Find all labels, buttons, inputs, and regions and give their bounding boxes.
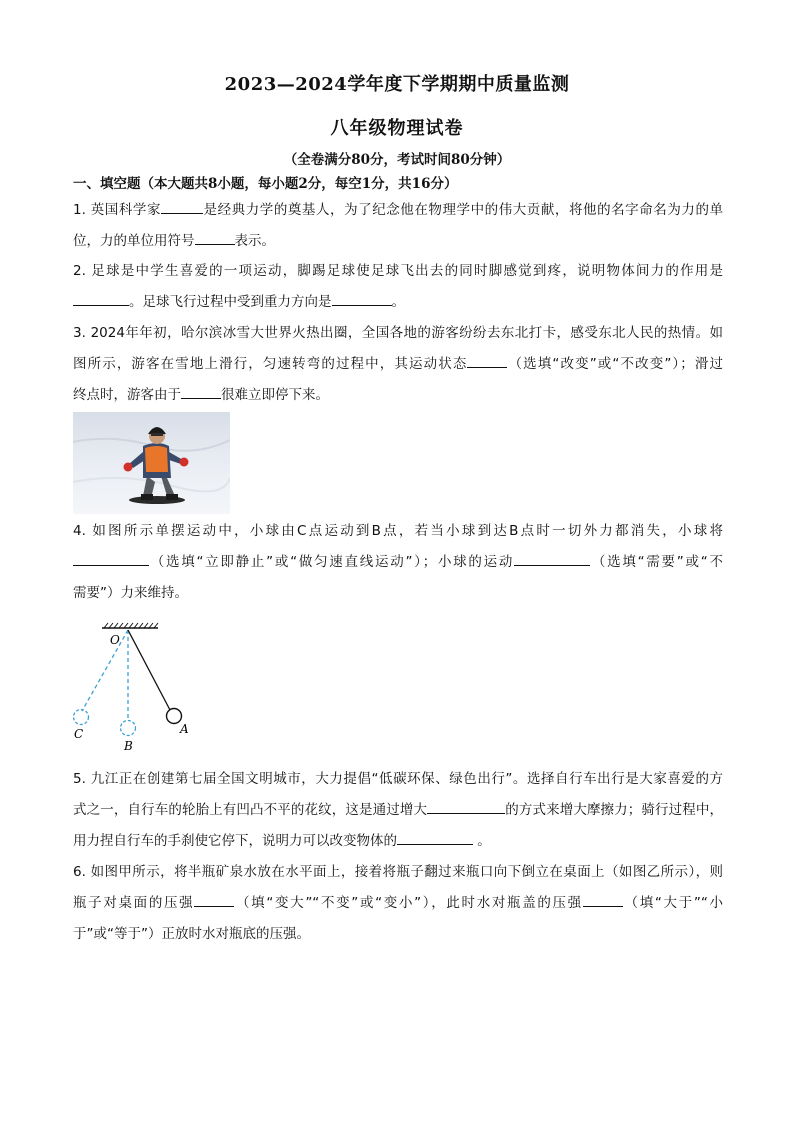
label-b: B xyxy=(124,739,133,753)
q6-line-1: 6. 如图甲所示，将半瓶矿泉水放在水平面上，接着将瓶子翻过来瓶口向下倒立在桌面上（如图乙所示），则 xyxy=(73,864,723,880)
answer-blank[interactable] xyxy=(181,384,221,399)
q6-line-2: 瓶子对桌面的压强 （填“变大”“不变”或“变小”），此时水对瓶盖的压强 （填“大于”“小 xyxy=(73,888,723,919)
question-1 xyxy=(73,195,723,257)
rider-glove xyxy=(180,458,189,467)
section-heading: 一、填空题（本大题共8小题，每小题2分，每空1分，共16分） xyxy=(73,176,458,192)
q5-line-3: 用力捏自行车的手刹使它停下，说明力可以改变物体的 。 xyxy=(73,826,723,857)
q4-line-1: 4. 如图所示单摆运动中，小球由C点运动到B点，若当小球到达B点时一切外力都消失，小球将 xyxy=(73,523,723,539)
answer-blank[interactable] xyxy=(194,892,234,907)
label-c: C xyxy=(74,727,84,741)
question-6 xyxy=(73,857,723,950)
question-4 xyxy=(73,516,723,609)
q5-line-2: 式之一，自行车的轮胎上有凹凸不平的花纹，这是通过增大 的方式来增大摩擦力；骑行过程中， xyxy=(73,795,723,826)
question-2 xyxy=(73,256,723,318)
q3-line-2: 图所示，游客在雪地上滑行，匀速转弯的过程中，其运动状态 （选填“改变”或“不改变”）；滑过 xyxy=(73,349,723,380)
answer-blank[interactable] xyxy=(161,199,203,214)
label-o: O xyxy=(110,633,120,647)
question-3 xyxy=(73,318,723,411)
answer-blank[interactable] xyxy=(514,551,590,566)
answer-blank[interactable] xyxy=(73,291,129,306)
string-to-a xyxy=(128,630,170,710)
q6-line-3: 于”或“等于”）正放时水对瓶底的压强。 xyxy=(73,926,310,942)
q3-line-1: 3. 2024年年初，哈尔滨冰雪大世界火热出圈，全国各地的游客纷纷去东北打卡，感受东北人民的热情。如 xyxy=(73,325,723,341)
rider-boot xyxy=(166,494,178,500)
answer-blank[interactable] xyxy=(427,799,505,814)
answer-blank[interactable] xyxy=(195,230,235,245)
q5-line-1: 5. 九江正在创建第七届全国文明城市，大力提倡“低碳环保、绿色出行”。选择自行车出行是大家喜爱的方 xyxy=(73,771,723,787)
answer-blank[interactable] xyxy=(73,551,149,566)
snowboarder-illustration xyxy=(73,412,230,514)
rider-vest xyxy=(145,446,168,472)
pendulum-figure xyxy=(66,622,206,754)
label-a: A xyxy=(180,722,189,736)
q1-line-1: 1. 英国科学家 是经典力学的奠基人，为了纪念他在物理学中的伟大贡献，将他的名字命名为力的单 xyxy=(73,195,723,226)
pendulum-diagram xyxy=(66,622,206,754)
answer-blank[interactable] xyxy=(397,830,473,845)
rider-glove xyxy=(124,463,133,472)
exam-subtitle: 八年级物理试卷 xyxy=(330,118,464,139)
q4-line-2: （选填“立即静止”或“做匀速直线运动”）；小球的运动 （选填“需要”或“不 xyxy=(73,547,723,578)
q2-line-2: 。足球飞行过程中受到重力方向是 。 xyxy=(73,287,723,318)
rider-boot xyxy=(141,494,153,500)
ball-c xyxy=(74,710,89,725)
q2-line-1: 2. 足球是中学生喜爱的一项运动，脚踢足球使足球飞出去的同时脚感觉到疼，说明物体间力的作用是 xyxy=(73,263,723,279)
q4-line-3: 需要”）力来维持。 xyxy=(73,585,188,601)
exam-title: 2023—2024学年度下学期期中质量监测 xyxy=(224,74,570,95)
q1-line-2: 位，力的单位用符号 表示。 xyxy=(73,226,723,257)
ball-b xyxy=(121,721,136,736)
answer-blank[interactable] xyxy=(332,291,392,306)
exam-note: （全卷满分80分，考试时间80分钟） xyxy=(283,152,511,168)
answer-blank[interactable] xyxy=(583,892,623,907)
snowboarder-photo xyxy=(73,412,230,514)
question-5 xyxy=(73,764,723,857)
q3-line-3: 终点时，游客由于 很难立即停下来。 xyxy=(73,380,723,411)
rider-goggles xyxy=(151,433,163,436)
answer-blank[interactable] xyxy=(467,353,507,368)
string-to-c xyxy=(82,630,128,711)
